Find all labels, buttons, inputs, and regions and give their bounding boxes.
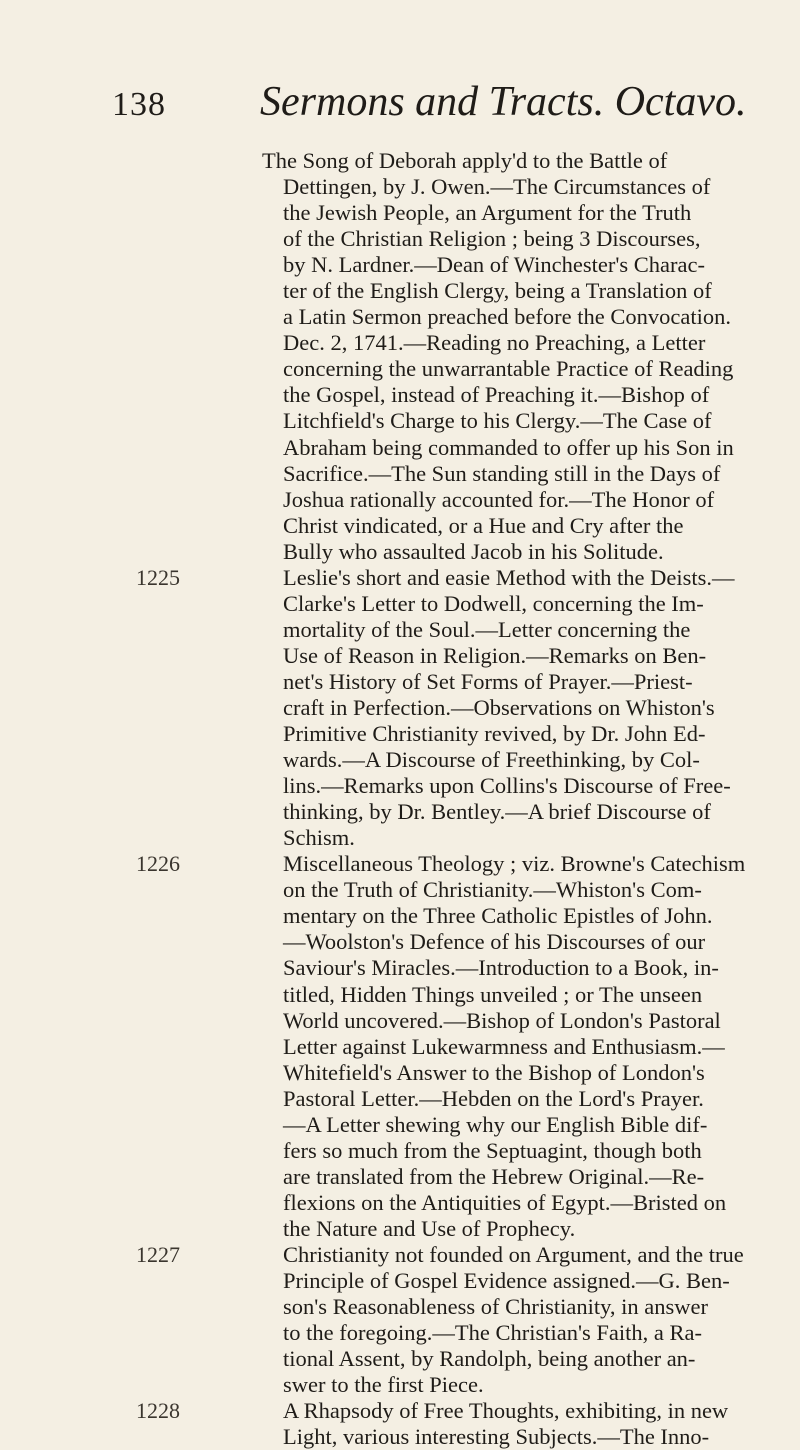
entry-number: 1228 (136, 1398, 180, 1424)
entry-line: to the foregoing.—The Christian's Faith, a Ra- (283, 1320, 702, 1346)
catalogue-entry (0, 565, 800, 852)
entry-line: —A Letter shewing why our English Bible dif- (283, 1111, 708, 1137)
entry-line: Whitefield's Answer to the Bishop of London's (283, 1059, 705, 1085)
page-number: 138 (112, 86, 166, 123)
entry-line: lins.—Remarks upon Collins's Discourse of Free- (283, 773, 731, 799)
entry-line: ter of the English Clergy, being a Translation of (283, 278, 712, 304)
entry-line: Bully who assaulted Jacob in his Solitude. (283, 538, 664, 564)
entry-line: Joshua rationally accounted for.—The Honor of (283, 486, 715, 512)
entry-line: Dec. 2, 1741.—Reading no Preaching, a Letter (283, 330, 706, 356)
catalogue-entries (0, 148, 800, 1450)
entry-line: Clarke's Letter to Dodwell, concerning the Im- (283, 590, 704, 616)
entry-line: The Song of Deborah apply'd to the Battle of (262, 148, 668, 173)
entry-line: on the Truth of Christianity.—Whiston's Com- (283, 877, 702, 903)
entry-number: 1227 (136, 1241, 180, 1267)
entry-number: 1225 (136, 564, 180, 590)
entry-line: Christ vindicated, or a Hue and Cry after the (283, 512, 684, 538)
entry-line: Letter against Lukewarmness and Enthusiasm.— (283, 1033, 725, 1059)
entry-line: thinking, by Dr. Bentley.—A brief Discourse of (283, 799, 711, 825)
entry-line: the Jewish People, an Argument for the Truth (283, 200, 692, 226)
catalogue-entry (0, 851, 800, 1242)
entry-line: swer to the first Piece. (283, 1372, 484, 1398)
entry-line: Principle of Gospel Evidence assigned.—G. Ben- (283, 1268, 730, 1294)
entry-line: Leslie's short and easie Method with the Deists.— (283, 564, 735, 590)
entry-line: the Gospel, instead of Preaching it.—Bishop of (283, 382, 710, 408)
entry-line: by N. Lardner.—Dean of Winchester's Charac- (283, 252, 705, 278)
entry-line: A Rhapsody of Free Thoughts, exhibiting, in new (283, 1398, 729, 1424)
entry-line: Miscellaneous Theology ; viz. Browne's Catechism (283, 851, 746, 877)
entry-line: are translated from the Hebrew Original.—Re- (283, 1163, 705, 1189)
entry-line: Schism. (283, 825, 355, 851)
entry-line: tional Assent, by Randolph, being another an- (283, 1346, 696, 1372)
entry-line: World uncovered.—Bishop of London's Pastoral (283, 1007, 721, 1033)
entry-line: of the Christian Religion ; being 3 Discourses, (283, 226, 701, 252)
entry-line: Light, various interesting Subjects.—The Inno- (283, 1424, 710, 1450)
entry-line: the Nature and Use of Prophecy. (283, 1215, 576, 1241)
catalogue-entry (0, 1242, 800, 1398)
entry-number: 1226 (136, 851, 180, 877)
entry-line: Pastoral Letter.—Hebden on the Lord's Prayer. (283, 1085, 704, 1111)
entry-line: mortality of the Soul.—Letter concerning the (283, 616, 691, 642)
entry-line: Dettingen, by J. Owen.—The Circumstances of (283, 174, 711, 200)
entry-line: Abraham being commanded to offer up his Son in (283, 434, 734, 460)
entry-line: Sacrifice.—The Sun standing still in the Days of (283, 460, 721, 486)
entry-line: concerning the unwarrantable Practice of Reading (283, 356, 734, 382)
entry-line: Litchfield's Charge to his Clergy.—The Case of (283, 408, 712, 434)
entry-line: —Woolston's Defence of his Discourses of our (283, 929, 706, 955)
entry-line: Saviour's Miracles.—Introduction to a Book, in- (283, 955, 719, 981)
entry-line: fers so much from the Septuagint, though both (283, 1137, 702, 1163)
entry-line: a Latin Sermon preached before the Convocation. (283, 304, 731, 330)
entry-line: Use of Reason in Religion.—Remarks on Ben- (283, 642, 707, 668)
running-head: Sermons and Tracts. Octavo. (260, 79, 747, 125)
entry-line: mentary on the Three Catholic Epistles of John. (283, 903, 713, 929)
entry-line: Primitive Christianity revived, by Dr. John Ed- (283, 721, 706, 747)
entry-line: craft in Perfection.—Observations on Whiston's (283, 694, 715, 720)
page-header (112, 78, 747, 128)
entry-line: net's History of Set Forms of Prayer.—Priest- (283, 668, 693, 694)
entry-line: wards.—A Discourse of Freethinking, by Col- (283, 747, 700, 773)
catalogue-entry (0, 148, 800, 565)
entry-line: titled, Hidden Things unveiled ; or The unseen (283, 981, 703, 1007)
entry-line: Christianity not founded on Argument, and the true (283, 1241, 744, 1267)
entry-line: flexions on the Antiquities of Egypt.—Bristed on (283, 1189, 727, 1215)
entry-line: son's Reasonableness of Christianity, in answer (283, 1294, 709, 1320)
catalogue-entry (0, 1398, 800, 1450)
